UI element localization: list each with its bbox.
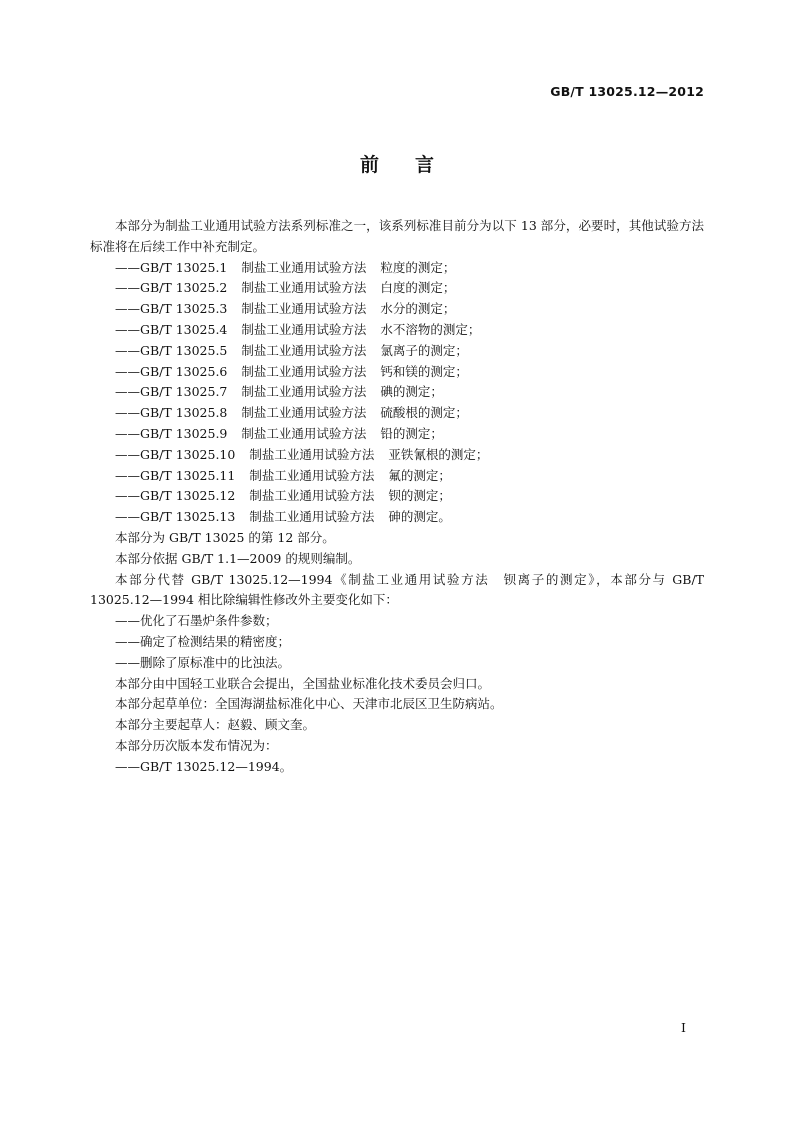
list-item (90, 320, 704, 341)
part-code: ——GB/T 13025.10 (115, 446, 236, 462)
list-item (90, 341, 704, 362)
list-item (90, 507, 704, 528)
part-subject: 砷的测定。 (388, 509, 451, 525)
list-item: ——GB/T 13025.12—1994。 (115, 758, 293, 774)
foreword-body (90, 216, 704, 778)
part-code: ——GB/T 13025.3 (115, 301, 228, 317)
list-item (90, 362, 704, 383)
part-name: 制盐工业通用试验方法 (249, 467, 375, 483)
list-item (90, 486, 704, 507)
proposed-by-statement: 本部分由中国轻工业联合会提出，全国盐业标准化技术委员会归口。 (115, 675, 491, 691)
part-name: 制盐工业通用试验方法 (241, 405, 367, 421)
intro-paragraph: 本部分为制盐工业通用试验方法系列标准之一，该系列标准目前分为以下 13 部分，必要时，其他试验方法标准将在后续工作中补充制定。 (90, 218, 704, 254)
part-name: 制盐工业通用试验方法 (241, 425, 367, 441)
changes-list (90, 611, 704, 673)
replaces-statement: 本部分代替 GB/T 13025.12—1994《制盐工业通用试验方法 钡离子的测定》，本部分与 GB/T 13025.12—1994 相比除编辑性修改外主要变化如下： (90, 571, 704, 608)
list-item: ——确定了检测结果的精密度； (115, 633, 291, 649)
part-subject: 硫酸根的测定； (380, 405, 468, 421)
list-item (90, 424, 704, 445)
part-subject: 水分的测定； (380, 301, 456, 317)
history-label: 本部分历次版本发布情况为： (115, 737, 278, 753)
part-name: 制盐工业通用试验方法 (241, 342, 367, 358)
part-name: 制盐工业通用试验方法 (249, 446, 375, 462)
part-subject: 氯离子的测定； (380, 342, 468, 358)
part-subject: 钡的测定； (388, 488, 451, 504)
list-item (90, 299, 704, 320)
list-item (90, 466, 704, 487)
part-code: ——GB/T 13025.1 (115, 259, 228, 275)
part-name: 制盐工业通用试验方法 (241, 321, 367, 337)
part-subject: 钙和镁的测定； (380, 363, 468, 379)
part-subject: 亚铁氰根的测定； (388, 446, 489, 462)
part-name: 制盐工业通用试验方法 (241, 301, 367, 317)
part-code: ——GB/T 13025.6 (115, 363, 228, 379)
part-subject: 粒度的测定； (380, 259, 456, 275)
part-code: ——GB/T 13025.11 (115, 467, 236, 483)
history-list (90, 757, 704, 778)
part-name: 制盐工业通用试验方法 (249, 488, 375, 504)
part-code: ——GB/T 13025.12 (115, 488, 236, 504)
standard-code-header: GB/T 13025.12—2012 (550, 84, 704, 99)
parts-list (90, 258, 704, 528)
part-code: ——GB/T 13025.8 (115, 405, 228, 421)
part-name: 制盐工业通用试验方法 (249, 509, 375, 525)
part-name: 制盐工业通用试验方法 (241, 363, 367, 379)
list-item (90, 445, 704, 466)
page-number: I (681, 1020, 686, 1035)
part-name: 制盐工业通用试验方法 (241, 384, 367, 400)
part-code: ——GB/T 13025.5 (115, 342, 228, 358)
part-code: ——GB/T 13025.13 (115, 509, 236, 525)
part-name: 制盐工业通用试验方法 (241, 259, 367, 275)
part-code: ——GB/T 13025.9 (115, 425, 228, 441)
part-subject: 铅的测定； (380, 425, 443, 441)
list-item (90, 403, 704, 424)
list-item: ——优化了石墨炉条件参数； (115, 613, 278, 629)
list-item (90, 258, 704, 279)
part-subject: 白度的测定； (380, 280, 456, 296)
part-subject: 碘的测定； (380, 384, 443, 400)
drafting-rule-statement: 本部分依据 GB/T 1.1—2009 的规则编制。 (115, 550, 361, 566)
list-item (90, 278, 704, 299)
part-code: ——GB/T 13025.4 (115, 321, 228, 337)
part-subject: 氟的测定； (388, 467, 451, 483)
list-item (90, 382, 704, 403)
page-title: 前言 (359, 154, 470, 176)
part-code: ——GB/T 13025.2 (115, 280, 228, 296)
drafting-units-statement: 本部分起草单位：全国海湖盐标准化中心、天津市北辰区卫生防病站。 (115, 696, 503, 712)
drafters-statement: 本部分主要起草人：赵毅、顾文奎。 (115, 717, 316, 733)
part-of-statement: 本部分为 GB/T 13025 的第 12 部分。 (115, 529, 335, 545)
part-name: 制盐工业通用试验方法 (241, 280, 367, 296)
part-subject: 水不溶物的测定； (380, 321, 481, 337)
list-item: ——删除了原标准中的比浊法。 (115, 654, 291, 670)
part-code: ——GB/T 13025.7 (115, 384, 228, 400)
